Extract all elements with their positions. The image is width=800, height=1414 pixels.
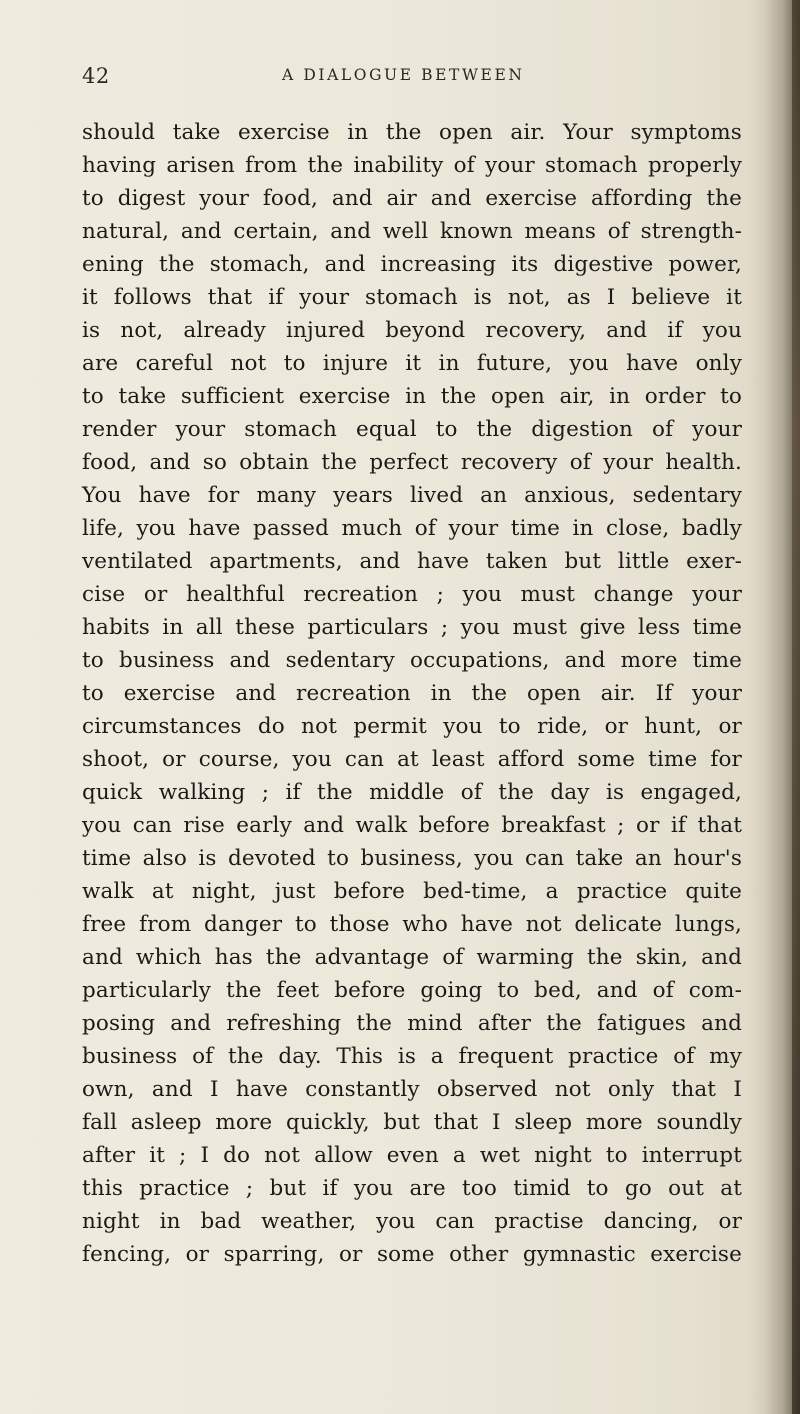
text-line: is not, already injured beyond recovery, and if you bbox=[82, 318, 742, 343]
text-line: to take sufficient exercise in the open air, in order to bbox=[82, 384, 742, 409]
text-line: life, you have passed much of your time in close, badly bbox=[82, 516, 742, 541]
text-line: business of the day. This is a frequent practice of my bbox=[82, 1044, 742, 1069]
page-header bbox=[82, 64, 754, 94]
text-line: to digest your food, and air and exercise affording the bbox=[82, 186, 742, 211]
text-line: time also is devoted to business, you can take an hour's bbox=[82, 846, 742, 871]
text-line: walk at night, just before bed-time, a practice quite bbox=[82, 879, 742, 904]
text-line: natural, and certain, and well known means of strength- bbox=[82, 219, 742, 244]
text-line: quick walking ; if the middle of the day is engaged, bbox=[82, 780, 742, 805]
text-line: habits in all these particulars ; you must give less time bbox=[82, 615, 742, 640]
text-line: night in bad weather, you can practise dancing, or bbox=[82, 1209, 742, 1234]
text-line: to exercise and recreation in the open air. If your bbox=[82, 681, 742, 706]
text-line: ventilated apartments, and have taken but little exer- bbox=[82, 549, 742, 574]
text-line: you can rise early and walk before breakfast ; or if that bbox=[82, 813, 742, 838]
text-line: are careful not to injure it in future, you have only bbox=[82, 351, 742, 376]
text-line: ening the stomach, and increasing its digestive power, bbox=[82, 252, 742, 277]
text-line: particularly the feet before going to bed, and of com- bbox=[82, 978, 742, 1003]
text-line: fencing, or sparring, or some other gymnastic exercise bbox=[82, 1242, 742, 1267]
text-line: cise or healthful recreation ; you must change your bbox=[82, 582, 742, 607]
text-line: it follows that if your stomach is not, as I believe it bbox=[82, 285, 742, 310]
text-line: free from danger to those who have not delicate lungs, bbox=[82, 912, 742, 937]
text-line: this practice ; but if you are too timid to go out at bbox=[82, 1176, 742, 1201]
text-line: own, and I have constantly observed not only that I bbox=[82, 1077, 742, 1102]
book-spine-edge bbox=[792, 0, 800, 1414]
text-line: posing and refreshing the mind after the fatigues and bbox=[82, 1011, 742, 1036]
text-line: food, and so obtain the perfect recovery of your health. bbox=[82, 450, 742, 475]
text-line: fall asleep more quickly, but that I sleep more soundly bbox=[82, 1110, 742, 1135]
running-head: A DIALOGUE BETWEEN bbox=[282, 66, 525, 84]
text-line: shoot, or course, you can at least afford some time for bbox=[82, 747, 742, 772]
text-line: should take exercise in the open air. Your symptoms bbox=[82, 120, 742, 145]
text-line: circumstances do not permit you to ride, or hunt, or bbox=[82, 714, 742, 739]
text-line: having arisen from the inability of your stomach properly bbox=[82, 153, 742, 178]
body-text bbox=[82, 116, 742, 1271]
text-line: You have for many years lived an anxious, sedentary bbox=[82, 483, 742, 508]
page-number: 42 bbox=[82, 64, 110, 88]
text-line: after it ; I do not allow even a wet night to interrupt bbox=[82, 1143, 742, 1168]
text-line: to business and sedentary occupations, and more time bbox=[82, 648, 742, 673]
text-line: render your stomach equal to the digestion of your bbox=[82, 417, 742, 442]
text-line: and which has the advantage of warming the skin, and bbox=[82, 945, 742, 970]
